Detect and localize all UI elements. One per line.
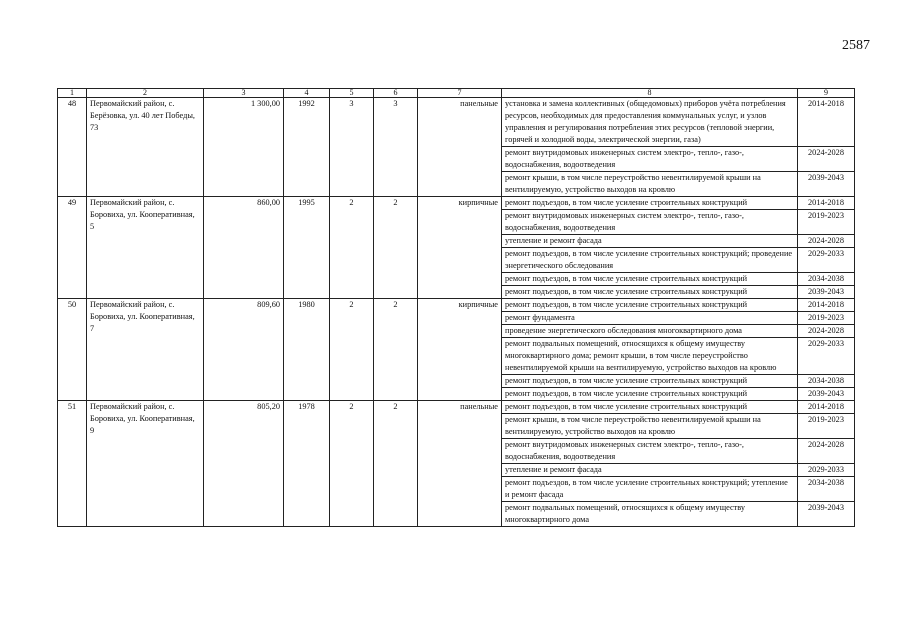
work-type-cell: ремонт подвальных помещений, относящихся к общему имуществу многоквартирного дома; ремонт крыши, в том числе переустройство невентилируемой крыши на вентилируемую, устройство выходов на кровлю: [502, 338, 798, 375]
header-cell: 9: [798, 89, 855, 98]
floors-cell: 2: [330, 299, 374, 401]
header-cell: 5: [330, 89, 374, 98]
house-number-cell: 50: [58, 299, 87, 401]
capital-repair-table: [57, 88, 855, 527]
period-cell: 2039-2043: [798, 502, 855, 527]
address-cell: Первомайский район, с. Берёзовка, ул. 40 лет Победы, 73: [87, 98, 204, 197]
period-cell: 2014-2018: [798, 401, 855, 414]
period-cell: 2019-2023: [798, 312, 855, 325]
work-type-cell: ремонт внутридомовых инженерных систем электро-, тепло-, газо-, водоснабжения, водоотведения: [502, 147, 798, 172]
area-cell: 805,20: [204, 401, 284, 527]
work-type-cell: ремонт подъездов, в том числе усиление строительных конструкций: [502, 299, 798, 312]
work-type-cell: установка и замена коллективных (общедомовых) приборов учёта потребления ресурсов, необходимых для предоставления коммунальных услуг, и узлов управления и регулирования потребления этих ресурсов (тепловой энергии, горячей и холодной воды, электрической энергии, газа): [502, 98, 798, 147]
column-number-row: [58, 89, 855, 98]
year-built-cell: 1980: [284, 299, 330, 401]
header-cell: 7: [418, 89, 502, 98]
work-type-cell: ремонт подъездов, в том числе усиление строительных конструкций: [502, 286, 798, 299]
period-cell: 2039-2043: [798, 172, 855, 197]
wall-material-cell: кирпичные: [418, 299, 502, 401]
house-number-cell: 49: [58, 197, 87, 299]
period-cell: 2034-2038: [798, 273, 855, 286]
year-built-cell: 1978: [284, 401, 330, 527]
header-cell: 8: [502, 89, 798, 98]
table-row: [58, 299, 855, 312]
floors-cell: 2: [330, 401, 374, 527]
work-type-cell: ремонт внутридомовых инженерных систем электро-, тепло-, газо-, водоснабжения, водоотведения: [502, 439, 798, 464]
work-type-cell: ремонт подъездов, в том числе усиление строительных конструкций: [502, 401, 798, 414]
period-cell: 2014-2018: [798, 299, 855, 312]
work-type-cell: ремонт подъездов, в том числе усиление строительных конструкций: [502, 388, 798, 401]
wall-material-cell: панельные: [418, 98, 502, 197]
work-type-cell: ремонт крыши, в том числе переустройство невентилируемой крыши на вентилируемую, устройство выходов на кровлю: [502, 414, 798, 439]
period-cell: 2019-2023: [798, 210, 855, 235]
header-cell: 1: [58, 89, 87, 98]
period-cell: 2034-2038: [798, 375, 855, 388]
work-type-cell: утепление и ремонт фасада: [502, 235, 798, 248]
work-type-cell: ремонт подъездов, в том числе усиление строительных конструкций; утепление и ремонт фасада: [502, 477, 798, 502]
header-cell: 2: [87, 89, 204, 98]
period-cell: 2039-2043: [798, 388, 855, 401]
year-built-cell: 1992: [284, 98, 330, 197]
floors-cell: 2: [330, 197, 374, 299]
floors-cell: 3: [330, 98, 374, 197]
work-type-cell: проведение энергетического обследования многоквартирного дома: [502, 325, 798, 338]
period-cell: 2029-2033: [798, 248, 855, 273]
entrances-cell: 2: [374, 299, 418, 401]
house-number-cell: 48: [58, 98, 87, 197]
wall-material-cell: кирпичные: [418, 197, 502, 299]
table-row: [58, 401, 855, 414]
work-type-cell: ремонт подъездов, в том числе усиление строительных конструкций: [502, 375, 798, 388]
work-type-cell: утепление и ремонт фасада: [502, 464, 798, 477]
table-row: [58, 197, 855, 210]
header-cell: 6: [374, 89, 418, 98]
work-type-cell: ремонт внутридомовых инженерных систем электро-, тепло-, газо-, водоснабжения, водоотведения: [502, 210, 798, 235]
wall-material-cell: панельные: [418, 401, 502, 527]
page-number: 2587: [842, 38, 870, 53]
period-cell: 2024-2028: [798, 325, 855, 338]
period-cell: 2014-2018: [798, 98, 855, 147]
year-built-cell: 1995: [284, 197, 330, 299]
period-cell: 2029-2033: [798, 464, 855, 477]
area-cell: 860,00: [204, 197, 284, 299]
period-cell: 2024-2028: [798, 147, 855, 172]
house-number-cell: 51: [58, 401, 87, 527]
address-cell: Первомайский район, с. Боровиха, ул. Кооперативная, 5: [87, 197, 204, 299]
work-type-cell: ремонт крыши, в том числе переустройство невентилируемой крыши на вентилируемую, устройство выходов на кровлю: [502, 172, 798, 197]
entrances-cell: 2: [374, 197, 418, 299]
period-cell: 2029-2033: [798, 338, 855, 375]
period-cell: 2019-2023: [798, 414, 855, 439]
work-type-cell: ремонт подвальных помещений, относящихся к общему имуществу многоквартирного дома: [502, 502, 798, 527]
period-cell: 2024-2028: [798, 235, 855, 248]
table-row: [58, 98, 855, 147]
address-cell: Первомайский район, с. Боровиха, ул. Кооперативная, 9: [87, 401, 204, 527]
work-type-cell: ремонт подъездов, в том числе усиление строительных конструкций; проведение энергетического обследования: [502, 248, 798, 273]
work-type-cell: ремонт подъездов, в том числе усиление строительных конструкций: [502, 273, 798, 286]
work-type-cell: ремонт подъездов, в том числе усиление строительных конструкций: [502, 197, 798, 210]
area-cell: 1 300,00: [204, 98, 284, 197]
work-type-cell: ремонт фундамента: [502, 312, 798, 325]
header-cell: 4: [284, 89, 330, 98]
period-cell: 2034-2038: [798, 477, 855, 502]
address-cell: Первомайский район, с. Боровиха, ул. Кооперативная, 7: [87, 299, 204, 401]
area-cell: 809,60: [204, 299, 284, 401]
period-cell: 2039-2043: [798, 286, 855, 299]
entrances-cell: 2: [374, 401, 418, 527]
period-cell: 2024-2028: [798, 439, 855, 464]
period-cell: 2014-2018: [798, 197, 855, 210]
header-cell: 3: [204, 89, 284, 98]
entrances-cell: 3: [374, 98, 418, 197]
